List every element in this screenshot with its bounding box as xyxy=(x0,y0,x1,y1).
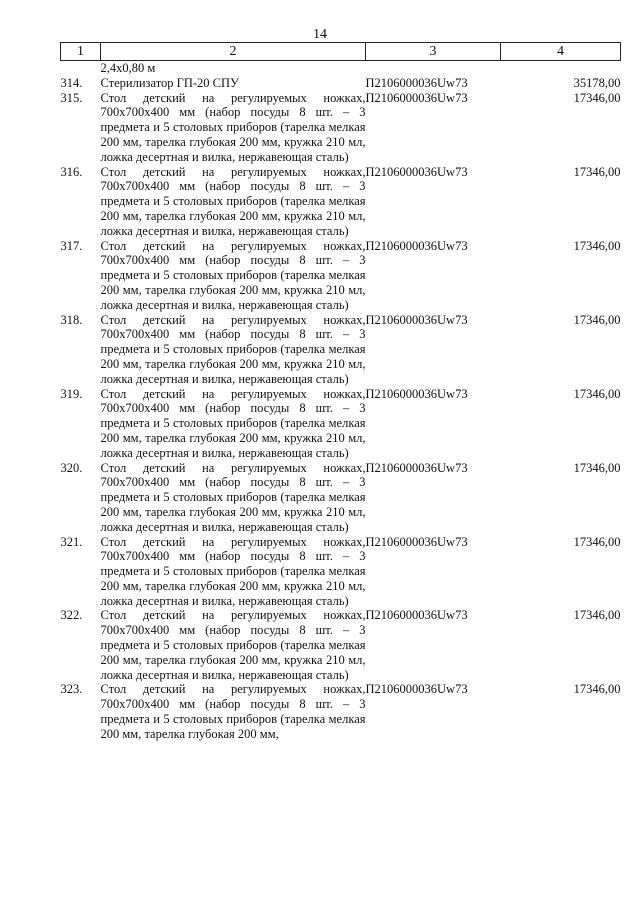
row-code: П2106000036Uw73 xyxy=(365,238,468,253)
table-row xyxy=(61,91,621,165)
table-row xyxy=(61,76,621,91)
row-description: Стол детский на регулируемых ножках, 700x700x400 мм (набор посуды 8 шт. – 3 предмета и 5 столовых приборов (тарелка мелкая 200 мм, тарелка глубокая 200 мм, xyxy=(100,682,366,741)
row-number: 318. xyxy=(60,312,83,327)
table-row xyxy=(61,682,621,741)
row-number xyxy=(61,61,101,76)
row-description: Стол детский на регулируемых ножках, 700x700x400 мм (набор посуды 8 шт. – 3 предмета и 5 столовых приборов (тарелка мелкая 200 мм, тарелка глубокая 200 мм, кружка 210 мл, ложка десертная и вилка, нержавеющая сталь) xyxy=(100,238,366,312)
row-price: 17346,00 xyxy=(573,238,621,253)
row-description: Стол детский на регулируемых ножках, 700x700x400 мм (набор посуды 8 шт. – 3 предмета и 5 столовых приборов (тарелка мелкая 200 мм, тарелка глубокая 200 мм, кружка 210 мл, ложка десертная и вилка, нержавеющая сталь) xyxy=(100,386,366,460)
row-price xyxy=(501,61,621,76)
row-description: Стол детский на регулируемых ножках, 700x700x400 мм (набор посуды 8 шт. – 3 предмета и 5 столовых приборов (тарелка мелкая 200 мм, тарелка глубокая 200 мм, кружка 210 мл, ложка десертная и вилка, нержавеющая сталь) xyxy=(100,534,366,608)
row-price: 17346,00 xyxy=(573,460,621,475)
row-price: 35178,00 xyxy=(573,75,621,90)
table-row xyxy=(61,461,621,535)
row-price: 17346,00 xyxy=(573,534,621,549)
row-code xyxy=(366,61,501,76)
table-header-row xyxy=(61,43,621,61)
row-number: 316. xyxy=(60,164,83,179)
row-code: П2106000036Uw73 xyxy=(365,534,468,549)
table-row xyxy=(61,61,621,76)
row-number: 315. xyxy=(60,90,83,105)
row-price: 17346,00 xyxy=(573,386,621,401)
row-description: Стол детский на регулируемых ножках, 700x700x400 мм (набор посуды 8 шт. – 3 предмета и 5 столовых приборов (тарелка мелкая 200 мм, тарелка глубокая 200 мм, кружка 210 мл, ложка десертная и вилка, нержавеющая сталь) xyxy=(100,164,366,238)
column-header-1: 1 xyxy=(61,43,101,61)
table-row xyxy=(61,535,621,609)
column-header-3: 3 xyxy=(366,43,501,61)
row-price: 17346,00 xyxy=(573,164,621,179)
row-code: П2106000036Uw73 xyxy=(365,608,468,623)
table-row xyxy=(61,165,621,239)
page-number: 14 xyxy=(313,27,327,42)
row-code: П2106000036Uw73 xyxy=(365,164,468,179)
table-row xyxy=(61,313,621,387)
row-number: 319. xyxy=(60,386,83,401)
row-number: 322. xyxy=(60,608,83,623)
row-number: 314. xyxy=(60,75,83,90)
row-price: 17346,00 xyxy=(573,608,621,623)
row-number: 317. xyxy=(60,238,83,253)
table-row xyxy=(61,387,621,461)
row-description: Стол детский на регулируемых ножках, 700x700x400 мм (набор посуды 8 шт. – 3 предмета и 5 столовых приборов (тарелка мелкая 200 мм, тарелка глубокая 200 мм, кружка 210 мл, ложка десертная и вилка, нержавеющая сталь) xyxy=(100,312,366,386)
row-number: 321. xyxy=(60,534,83,549)
items-table xyxy=(60,42,621,742)
table-row xyxy=(61,239,621,313)
row-description: Стол детский на регулируемых ножках, 700x700x400 мм (набор посуды 8 шт. – 3 предмета и 5 столовых приборов (тарелка мелкая 200 мм, тарелка глубокая 200 мм, кружка 210 мл, ложка десертная и вилка, нержавеющая сталь) xyxy=(100,90,366,164)
row-code: П2106000036Uw73 xyxy=(365,682,468,697)
row-description: Стол детский на регулируемых ножках, 700x700x400 мм (набор посуды 8 шт. – 3 предмета и 5 столовых приборов (тарелка мелкая 200 мм, тарелка глубокая 200 мм, кружка 210 мл, ложка десертная и вилка, нержавеющая сталь) xyxy=(100,608,366,682)
row-code: П2106000036Uw73 xyxy=(365,90,468,105)
row-code: П2106000036Uw73 xyxy=(365,386,468,401)
row-price: 17346,00 xyxy=(573,312,621,327)
row-description: 2,4x0,80 м xyxy=(100,61,156,75)
row-number: 323. xyxy=(60,682,83,697)
row-code: П2106000036Uw73 xyxy=(365,75,468,90)
row-description: Стол детский на регулируемых ножках, 700x700x400 мм (набор посуды 8 шт. – 3 предмета и 5 столовых приборов (тарелка мелкая 200 мм, тарелка глубокая 200 мм, кружка 210 мл, ложка десертная и вилка, нержавеющая сталь) xyxy=(100,460,366,534)
table-row xyxy=(61,608,621,682)
row-description: Стерилизатор ГП-20 СПУ xyxy=(100,75,239,90)
row-number: 320. xyxy=(60,460,83,475)
column-header-2: 2 xyxy=(101,43,366,61)
row-code: П2106000036Uw73 xyxy=(365,460,468,475)
column-header-4: 4 xyxy=(501,43,621,61)
row-code: П2106000036Uw73 xyxy=(365,312,468,327)
row-price: 17346,00 xyxy=(573,682,621,697)
row-price: 17346,00 xyxy=(573,90,621,105)
